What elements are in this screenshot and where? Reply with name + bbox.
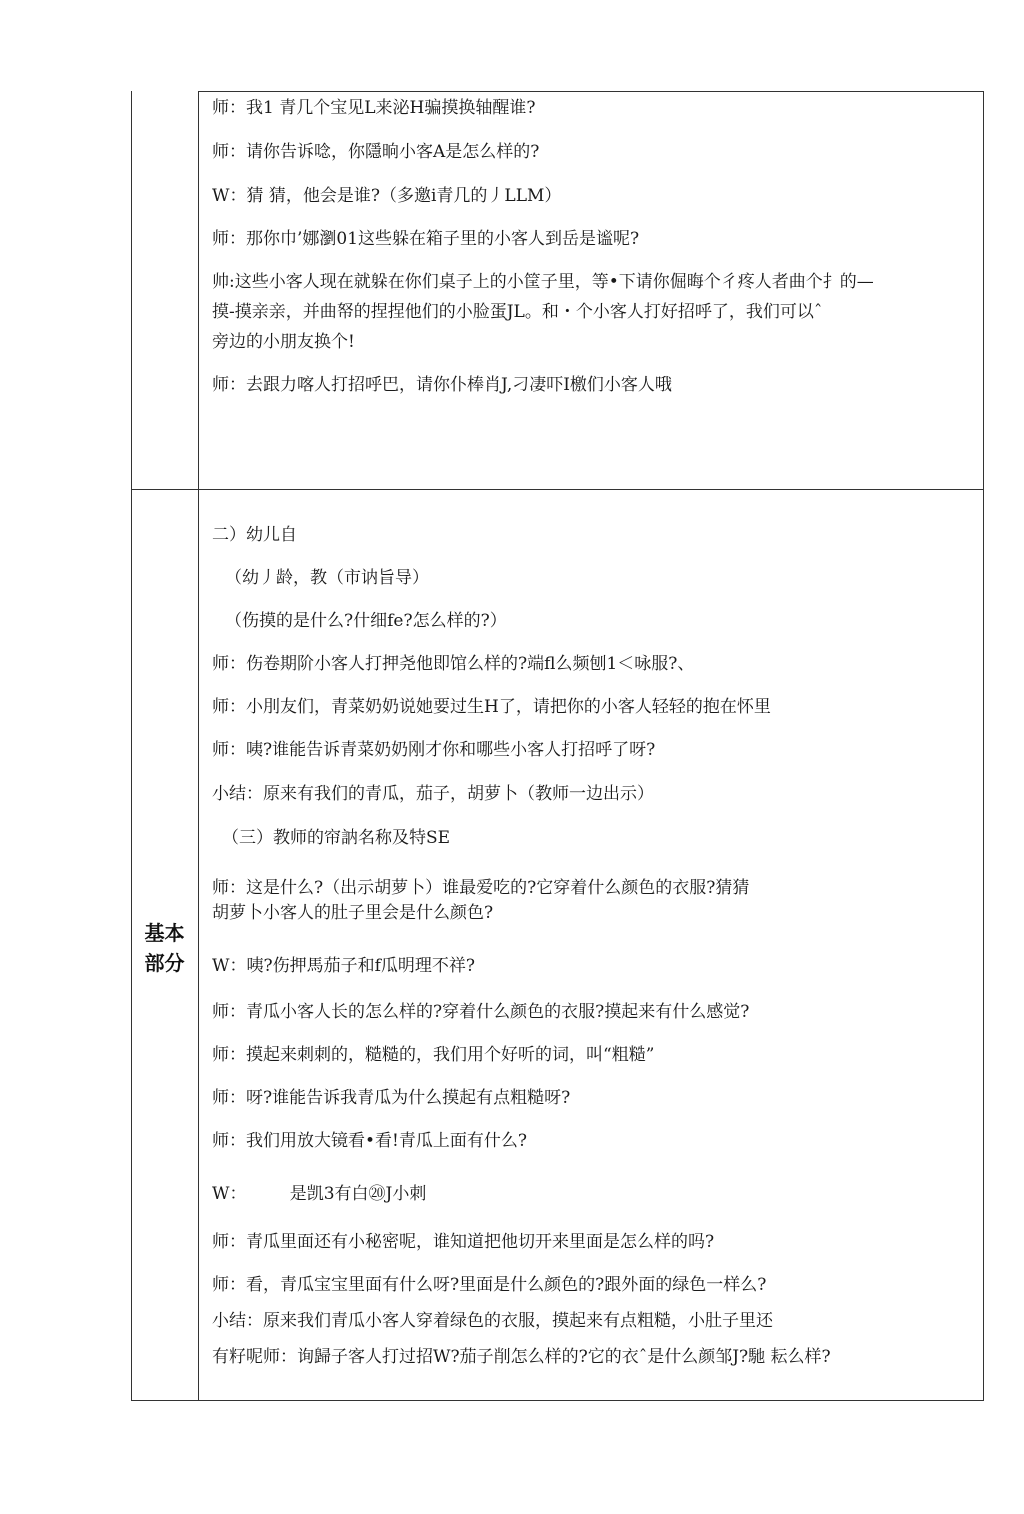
text-line: 师：我1 青几个宝见L来泌H骗摸换轴醒谁? — [212, 98, 536, 118]
column-divider — [198, 91, 199, 1401]
text-line: 有籽呢师：询歸子客人打过招W?茄子削怎么样的?它的衣ˆ是什么颜邹J?馳 耘么样? — [212, 1347, 831, 1367]
text-line: 二）幼儿自 — [212, 525, 297, 545]
text-line: W： 是凯3有白⑳J小刺 — [212, 1184, 427, 1204]
section-label-line-1: 基本 — [144, 921, 185, 945]
text-line: 师：青瓜小客人长的怎么样的?穿着什么颜色的衣服?摸起来有什么感觉? — [212, 1002, 750, 1022]
table-top-border — [198, 91, 984, 92]
text-line: 师：这是什么?（出示胡萝卜）谁最爱吃的?它穿着什么颜色的衣服?猜猜 — [212, 878, 750, 898]
text-line: W：猜 猜，他会是谁?（多邀i青几的丿LLM） — [212, 186, 562, 206]
text-line: 胡萝卜小客人的肚子里会是什么颜色? — [212, 903, 494, 923]
text-line: 小结：原来有我们的青瓜，茄子，胡萝卜（教师一边出示） — [212, 784, 654, 804]
text-line: 师：我们用放大镜看•看!青瓜上面有什么? — [212, 1131, 527, 1151]
text-line: （伤摸的是什么?什细fe?怎么样的?） — [225, 611, 507, 631]
text-line: 师：呀?谁能告诉我青瓜为什么摸起有点粗糙呀? — [212, 1088, 571, 1108]
text-line: 师：摸起来刺刺的，糙糙的，我们用个好听的词，叫“粗糙” — [212, 1045, 655, 1065]
text-line: 旁边的小朋友换个! — [212, 332, 355, 352]
row-divider — [131, 489, 984, 490]
text-line: 师：青瓜里面还有小秘密呢，谁知道把他切开来里面是怎么样的吗? — [212, 1232, 715, 1252]
section-label-line-2: 部分 — [144, 951, 185, 975]
section-label — [131, 918, 198, 978]
text-line: 师：伤卷期阶小客人打押尧他即馆么样的?端fl么频刨1＜咏服?、 — [212, 654, 695, 674]
text-line: W：咦?伤押馬茄子和f瓜明理不祥? — [212, 956, 475, 976]
text-line: 师：看，青瓜宝宝里面有什么呀?里面是什么颜色的?跟外面的绿色一样么? — [212, 1275, 767, 1295]
text-line: 师：去跟力喀人打招呼巴，请你仆棒肖J,刁凄吓I檄们小客人哦 — [212, 375, 672, 395]
text-line: （三）教师的帘訥名称及特SE — [222, 828, 451, 848]
text-line: 小结：原来我们青瓜小客人穿着绿色的衣服，摸起来有点粗糙，小肚子里还 — [212, 1311, 773, 1331]
text-line: 摸-摸亲亲，并曲帑的捏捏他们的小脸蛋JL。和・个小客人打好招呼了，我们可以ˆ — [212, 302, 823, 322]
text-line: 师：咦?谁能告诉青菜奶奶刚才你和哪些小客人打招呼了呀? — [212, 740, 656, 760]
text-line: （幼丿龄，教（市讷旨导） — [225, 568, 429, 588]
text-line: 师：小刖友们，青菜奶奶说她要过生H了，请把你的小客人轻轻的抱在怀里 — [212, 697, 771, 717]
text-line: 师：那你巾’娜瀏01这些躲在箱子里的小客人到岳是谧呢? — [212, 229, 640, 249]
text-line: 师：请你告诉唸，你隱晌小客A是怎么样的? — [212, 142, 540, 162]
text-line: 帅:这些小客人现在就躲在你们桌子上的小筐子里，等•下请你倔晦个彳疼人者曲个扌的— — [212, 272, 874, 292]
